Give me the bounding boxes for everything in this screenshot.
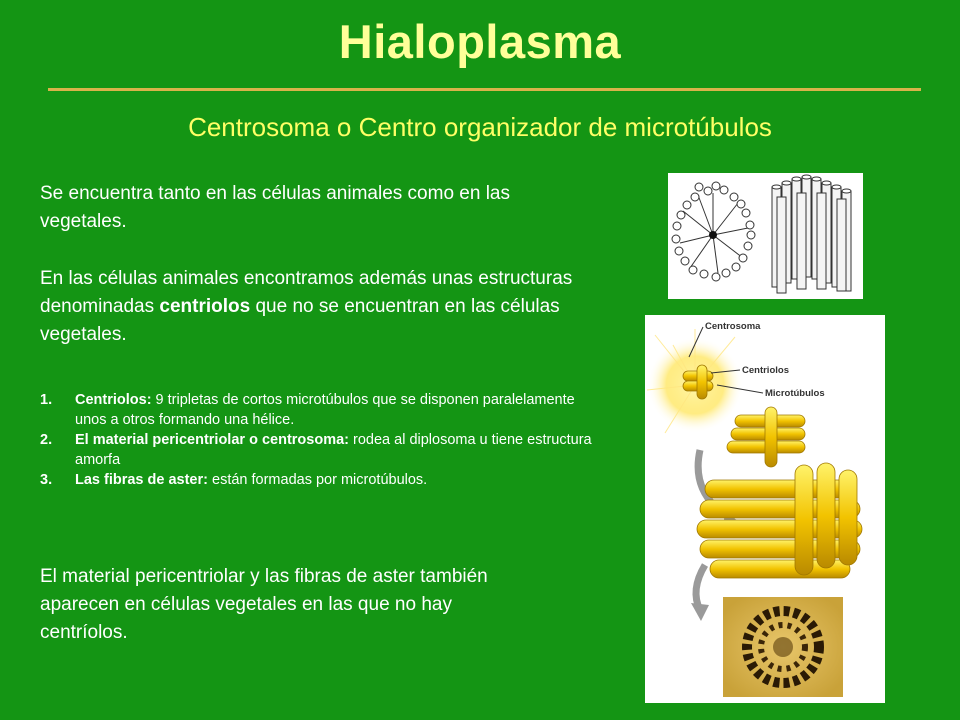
medium-centrioles xyxy=(727,407,805,467)
centriole-diagram-image xyxy=(668,173,863,299)
slide-title: Hialoplasma xyxy=(338,15,622,68)
centrosome-illustration xyxy=(645,315,885,703)
electron-micrograph xyxy=(723,597,843,697)
list-item-number: 2. xyxy=(40,432,53,448)
label-microtubulos: Microtúbulos xyxy=(765,388,825,399)
list-item-term: El material pericentriolar o centrosoma: xyxy=(75,432,349,448)
list-item-number: 3. xyxy=(40,472,53,488)
list-item xyxy=(40,430,600,470)
centrosome-components-list xyxy=(40,390,600,490)
list-item-text: rodea al diplosoma u tiene estructura amorfa xyxy=(75,432,592,468)
intro-paragraph: Se encuentra tanto en las células animales como en las vegetales. xyxy=(40,183,510,232)
list-item xyxy=(40,470,600,490)
list-item-text: 9 tripletas de cortos microtúbulos que se disponen paralelamente unos a otros formando una hélice. xyxy=(75,392,575,428)
label-centriolos: Centriolos xyxy=(742,365,789,376)
closing-paragraph: El material pericentriolar y las fibras de aster también aparecen en células vegetales en las que no hay centríolos. xyxy=(40,566,488,643)
zoom-arrow-bottom xyxy=(696,565,705,610)
title-divider xyxy=(48,88,921,91)
animal-cells-paragraph xyxy=(40,265,580,349)
list-item-text: están formadas por microtúbulos. xyxy=(207,472,428,488)
centriole-diagram xyxy=(668,173,863,299)
slide-subtitle: Centrosoma o Centro organizador de microtúbulos xyxy=(188,112,772,142)
animal-paragraph-end: que no se encuentran en las células vegetales. xyxy=(40,296,560,345)
large-microtubule-bundle xyxy=(697,463,862,578)
animal-paragraph-start: En las células animales encontramos además unas estructuras denominadas xyxy=(40,268,573,317)
centrosome-illustration-svg xyxy=(645,315,885,703)
list-item-number: 1. xyxy=(40,392,53,408)
list-item xyxy=(40,390,600,430)
list-item-term: Las fibras de aster: xyxy=(75,472,208,488)
centriolos-term: centriolos xyxy=(159,296,251,317)
list-item-term: Centriolos: xyxy=(75,392,152,408)
label-centrosoma: Centrosoma xyxy=(705,321,761,332)
